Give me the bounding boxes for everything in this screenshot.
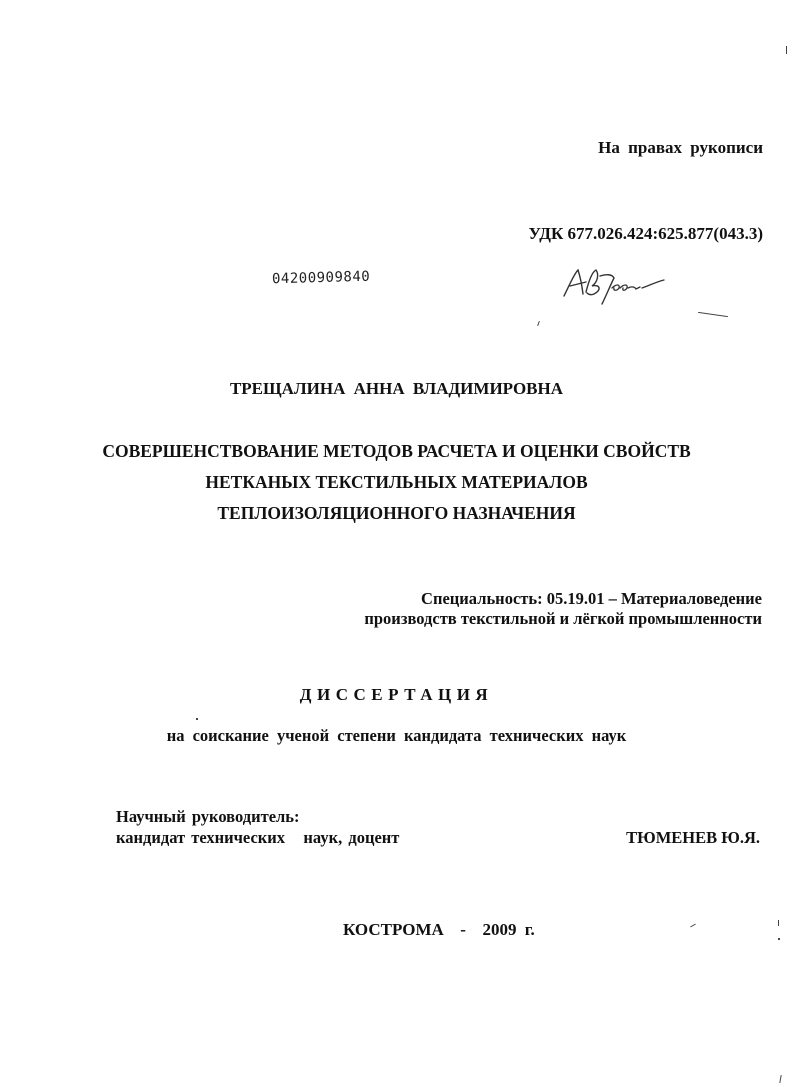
- handwritten-signature: [556, 262, 668, 306]
- scan-speck: [778, 938, 780, 940]
- scan-speck: [537, 321, 540, 326]
- scan-speck: [196, 718, 198, 720]
- document-type-heading: ДИССЕРТАЦИЯ: [299, 685, 494, 704]
- scan-speck: [778, 920, 779, 926]
- specialty-line-2: производств текстильной и лёгкой промышленности: [364, 609, 762, 628]
- dissertation-title-line-3: ТЕПЛОИЗОЛЯЦИОННОГО НАЗНАЧЕНИЯ: [217, 503, 576, 523]
- supervisor-academic-title: кандидат технических наук, доцент: [116, 828, 400, 847]
- dissertation-title-line-2: НЕТКАНЫХ ТЕКСТИЛЬНЫХ МАТЕРИАЛОВ: [205, 472, 588, 492]
- scan-speck: [779, 1075, 781, 1083]
- degree-statement: на соискание ученой степени кандидата технических наук: [166, 726, 627, 745]
- udc-code: УДК 677.026.424:625.877(043.3): [528, 224, 763, 243]
- specialty-line-1: Специальность: 05.19.01 – Материаловедение: [421, 589, 762, 608]
- supervisor-label: Научный руководитель:: [116, 807, 300, 826]
- manuscript-rights-note: На правах рукописи: [598, 138, 763, 157]
- supervisor-name: ТЮМЕНЕВ Ю.Я.: [626, 828, 760, 847]
- inventory-stamp-number: 04200909840: [271, 268, 371, 288]
- author-name: ТРЕЩАЛИНА АННА ВЛАДИМИРОВНА: [229, 379, 564, 398]
- dissertation-title-line-1: СОВЕРШЕНСТВОВАНИЕ МЕТОДОВ РАСЧЕТА И ОЦЕНКИ СВОЙСТВ: [102, 441, 691, 461]
- city-and-year: КОСТРОМА - 2009 г.: [343, 920, 535, 939]
- scan-speck: [698, 312, 728, 317]
- scan-speck: [786, 46, 787, 54]
- scan-speck: [690, 924, 696, 928]
